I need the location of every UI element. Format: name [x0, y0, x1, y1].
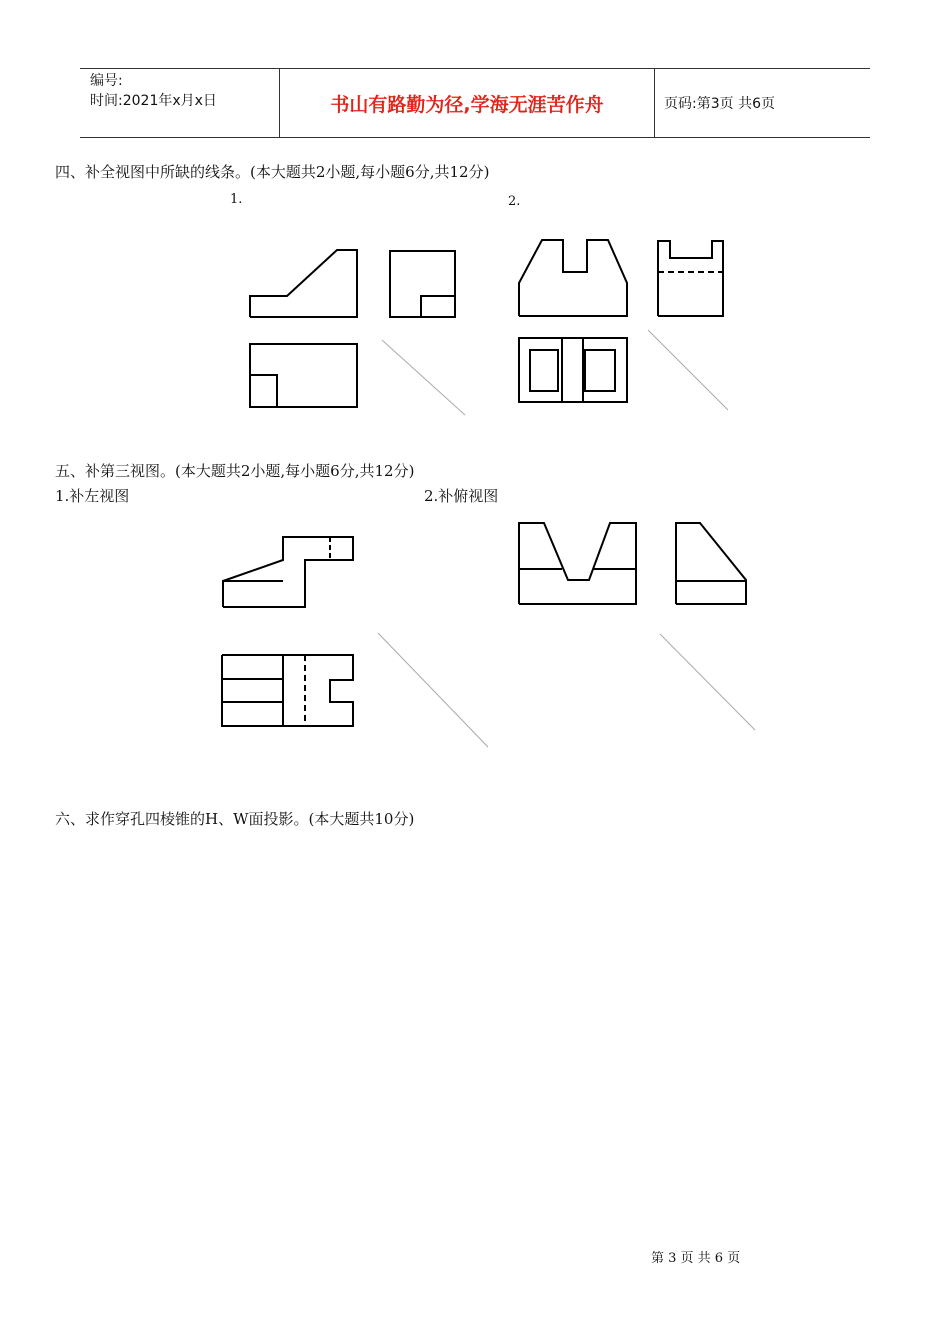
page-footer: 第 3 页 共 6 页	[651, 1251, 741, 1266]
s4-p2-miter-line	[648, 330, 728, 410]
header-motto: 书山有路勤为径,学海无涯苦作舟	[280, 69, 655, 137]
s5-p2-front-view	[519, 523, 636, 604]
section4-title: 四、补全视图中所缺的线条。(本大题共2小题,每小题6分,共12分)	[55, 163, 490, 181]
s5-p2-miter-line	[660, 634, 755, 730]
s4-p1-side-view	[390, 251, 455, 317]
s4-p1-miter-line	[382, 340, 465, 415]
s4-p2-top-view	[519, 338, 627, 402]
s4-p1-top-view	[250, 344, 357, 407]
s4-p1-front-view	[250, 250, 357, 317]
section5-title: 五、补第三视图。(本大题共2小题,每小题6分,共12分)	[55, 462, 415, 480]
number-label: 编号:	[90, 73, 123, 89]
header-page-label: 页码:第3页 共6页	[664, 96, 775, 112]
section6-title: 六、求作穿孔四棱锥的H、W面投影。(本大题共10分)	[55, 810, 415, 828]
section5-q1-label: 1.补左视图	[55, 487, 130, 505]
s5-p1-top-view	[222, 655, 353, 726]
section5-q2-label: 2.补俯视图	[424, 487, 499, 505]
date-label: 时间:2021年x月x日	[90, 93, 217, 109]
s4-p2-front-view	[519, 240, 627, 316]
section4-q1-label: 1.	[230, 192, 243, 207]
s5-p2-side-view	[676, 523, 746, 604]
s5-p1-front-view	[223, 537, 353, 607]
s4-p2-side-view	[658, 241, 723, 316]
s5-p1-miter-line	[378, 633, 488, 747]
section4-q2-label: 2.	[508, 194, 521, 209]
